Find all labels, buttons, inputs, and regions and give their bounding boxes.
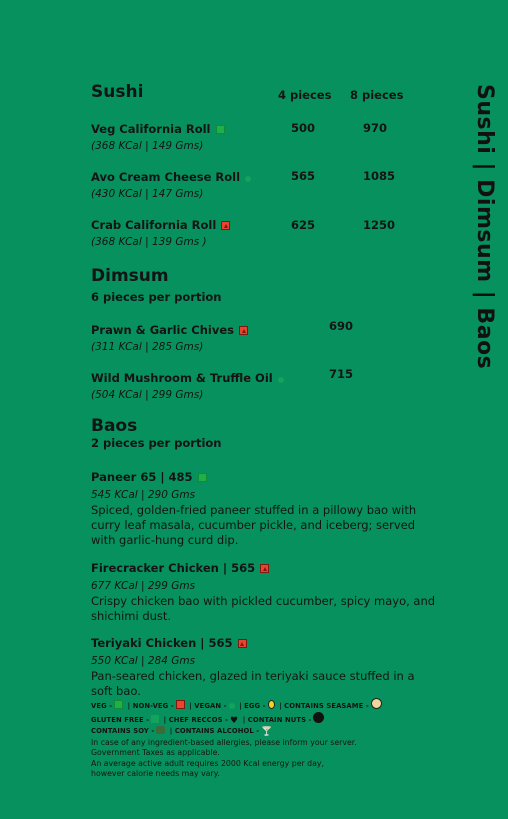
side-title: Sushi | Dimsum | Baos: [472, 84, 497, 370]
baos-portion: 2 pieces per portion: [91, 436, 222, 450]
nonveg-icon: [238, 639, 247, 648]
item-name: Paneer 65 | 485: [91, 470, 193, 484]
sushi-title: Sushi: [91, 82, 144, 102]
sushi-item: [91, 166, 251, 200]
item-kcal: (368 KCal | 149 Gms): [91, 140, 204, 152]
veg-icon: [216, 125, 225, 134]
vegan-icon: [278, 377, 284, 383]
veg-icon: [114, 700, 123, 709]
item-price-8: 970: [363, 121, 388, 135]
item-price: 715: [329, 367, 354, 381]
legend-nonveg-label: | NON-VEG -: [127, 702, 174, 710]
item-kcal: (430 KCal | 147 Gms): [91, 188, 204, 200]
item-name: Veg California Roll: [91, 122, 211, 136]
item-price-4: 500: [291, 121, 316, 135]
egg-icon: [268, 700, 275, 709]
vegan-icon: [245, 176, 251, 182]
vegan-icon: [229, 703, 235, 709]
sushi-item: [91, 118, 225, 152]
nuts-icon: [313, 712, 324, 723]
item-kcal: (368 KCal | 139 Gms ): [91, 236, 207, 248]
bao-item: [91, 632, 436, 699]
baos-title: Baos: [91, 416, 138, 436]
item-price: 690: [329, 319, 354, 333]
item-name: Avo Cream Cheese Roll: [91, 170, 241, 184]
nonveg-icon: [176, 700, 185, 709]
item-kcal: 545 KCal | 290 Gms: [91, 489, 196, 501]
diet-legend: [91, 698, 421, 737]
item-description: Crispy chicken bao with pickled cucumber, spicy mayo, and shichimi dust.: [91, 594, 436, 623]
item-description: Pan-seared chicken, glazed in teriyaki sauce stuffed in a soft bao.: [91, 669, 415, 698]
item-kcal: 550 KCal | 284 Gms: [91, 655, 196, 667]
legend-gluten-label: GLUTEN FREE -: [91, 716, 150, 724]
item-kcal: (311 KCal | 285 Gms): [91, 341, 204, 353]
item-price-4: 625: [291, 218, 316, 232]
item-price-8: 1250: [363, 218, 396, 232]
note-kcal: An average active adult requires 2000 Kcal energy per day,: [91, 758, 324, 768]
item-name: Crab California Roll: [91, 218, 217, 232]
item-price-8: 1085: [363, 169, 396, 183]
sushi-item: [91, 214, 230, 248]
legend-vegan-label: | VEGAN -: [189, 702, 227, 710]
legend-egg-label: | EGG -: [239, 702, 266, 710]
legend-soy-label: CONTAINS SOY -: [91, 727, 155, 735]
legend-sesame-label: | CONTAINS SEASAME -: [279, 702, 369, 710]
sushi-col-4-pieces: 4 pieces: [278, 88, 332, 102]
dimsum-item: [91, 319, 248, 353]
sushi-col-8-pieces: 8 pieces: [350, 88, 404, 102]
item-description: Spiced, golden-fried paneer stuffed in a pillowy bao with curry leaf masala, cucumber pickle, and iceberg; served with garlic-hung curd dip.: [91, 503, 417, 547]
item-name: Prawn & Garlic Chives: [91, 323, 234, 337]
legend-alcohol-label: | CONTAINS ALCOHOL -: [169, 727, 260, 735]
item-name: Teriyaki Chicken | 565: [91, 636, 233, 650]
item-kcal: 677 KCal | 299 Gms: [91, 580, 196, 592]
item-kcal: (504 KCal | 299 Gms): [91, 389, 204, 401]
note-taxes: Government Taxes as applicable.: [91, 748, 220, 758]
bao-item: [91, 466, 436, 548]
bao-item: [91, 557, 436, 624]
legend-veg-label: VEG -: [91, 702, 113, 710]
note-kcal-2: however calorie needs may vary.: [91, 768, 220, 778]
soy-icon: [156, 726, 165, 734]
item-price-4: 565: [291, 169, 316, 183]
footer-notes: [91, 738, 391, 779]
veg-icon: [198, 473, 207, 482]
heart-icon: ♥: [230, 716, 239, 726]
item-name: Firecracker Chicken | 565: [91, 561, 256, 575]
dimsum-title: Dimsum: [91, 266, 169, 286]
gluten-free-icon: [151, 715, 159, 723]
legend-nuts-label: | CONTAIN NUTS -: [242, 716, 312, 724]
dimsum-item: [91, 367, 284, 401]
legend-row-1: [91, 698, 421, 712]
legend-row-3: [91, 726, 421, 737]
legend-chef-label: | CHEF RECCOS -: [163, 716, 229, 724]
legend-row-2: [91, 712, 421, 726]
item-name: Wild Mushroom & Truffle Oil: [91, 371, 273, 385]
nonveg-icon: [239, 326, 248, 335]
alcohol-icon: 🍸: [261, 727, 273, 737]
nonveg-icon: [221, 221, 230, 230]
note-allergy: In case of any ingredient-based allergies, please inform your server.: [91, 738, 357, 747]
sesame-icon: [371, 698, 382, 709]
nonveg-icon: [260, 564, 269, 573]
dimsum-portion: 6 pieces per portion: [91, 290, 222, 304]
